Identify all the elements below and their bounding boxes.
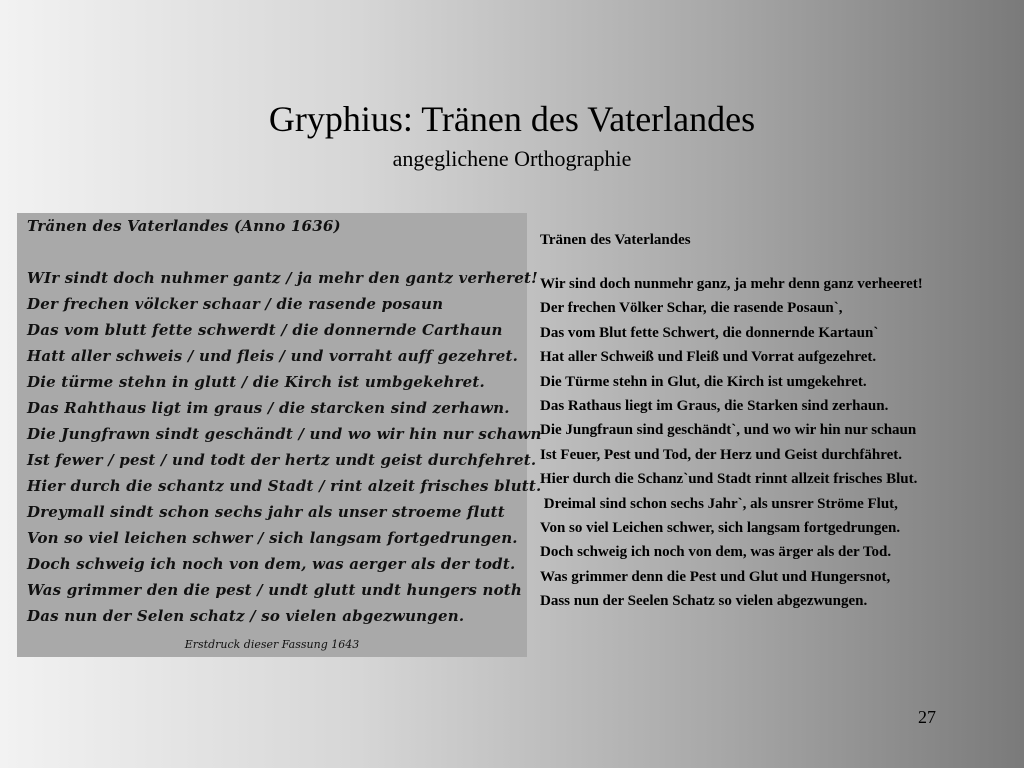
original-line-11: Von so viel leichen schwer / sich langsam fortgedrungen. [27,529,518,547]
original-line-9: Hier durch die schantz und Stadt / rint alzeit frisches blutt. [27,477,542,495]
modern-line-9: Hier durch die Schanz`und Stadt rinnt allzeit frisches Blut. [540,471,918,488]
original-line-1: WIr sindt doch nuhmer gantz / ja mehr den gantz verheret! [27,269,538,287]
original-heading: Tränen des Vaterlandes (Anno 1636) [27,217,341,235]
original-line-4: Hatt aller schweis / und fleis / und vorraht auff gezehret. [27,347,519,365]
modern-heading: Tränen des Vaterlandes [540,232,691,248]
modern-line-12: Doch schweig ich noch von dem, was ärger als der Tod. [540,544,892,561]
modern-line-10: Dreimal sind schon sechs Jahr`, als unsrer Ströme Flut, [540,495,898,512]
modern-line-6: Das Rathaus liegt im Graus, die Starken sind zerhaun. [540,398,889,415]
modern-line-2: Der frechen Völker Schar, die rasende Posaun`, [540,300,843,317]
original-line-12: Doch schweig ich noch von dem, was aerger als der todt. [27,555,516,573]
modern-line-5: Die Türme stehn in Glut, die Kirch ist umgekehret. [540,373,867,390]
modern-line-4: Hat aller Schweiß und Fleiß und Vorrat aufgezehret. [540,349,877,366]
modern-line-7: Die Jungfraun sind geschändt`, und wo wir hin nur schaun [540,422,917,439]
original-line-6: Das Rahthaus ligt im graus / die starcken sind zerhawn. [27,399,510,417]
modern-text-block [540,228,1010,614]
modern-line-11: Von so viel Leichen schwer, sich langsam fortgedrungen. [540,520,901,537]
slide-subtitle: angeglichene Orthographie [392,146,632,171]
original-line-7: Die Jungfrawn sindt geschändt / und wo wir hin nur schawn [27,425,542,443]
modern-line-8: Ist Feuer, Pest und Tod, der Herz und Geist durchfähret. [540,446,902,463]
original-credit: Erstdruck dieser Fassung 1643 [184,638,360,651]
modern-line-3: Das vom Blut fette Schwert, die donnernde Kartaun` [540,324,879,341]
original-line-13: Was grimmer den die pest / undt glutt undt hungers noth [27,581,523,599]
original-line-8: Ist fewer / pest / und todt der hertz undt geist durchfehret. [27,451,537,469]
modern-line-1: Wir sind doch nunmehr ganz, ja mehr denn ganz verheeret! [540,276,923,292]
original-text-panel [17,213,542,657]
page-number: 27 [918,707,936,727]
original-line-3: Das vom blutt fette schwerdt / die donnernde Carthaun [27,321,503,339]
original-line-5: Die türme stehn in glutt / die Kirch ist umbgekehret. [27,373,485,391]
original-line-10: Dreymall sindt schon sechs jahr als unser stroeme flutt [27,503,505,521]
original-line-14: Das nun der Selen schatz / so vielen abgezwungen. [27,607,465,625]
modern-line-13: Was grimmer denn die Pest und Glut und Hungersnot, [540,568,891,585]
slide-title: Gryphius: Tränen des Vaterlandes [268,99,756,139]
modern-line-14: Dass nun der Seelen Schatz so vielen abgezwungen. [540,593,868,610]
original-line-2: Der frechen völcker schaar / die rasende posaun [27,295,444,313]
